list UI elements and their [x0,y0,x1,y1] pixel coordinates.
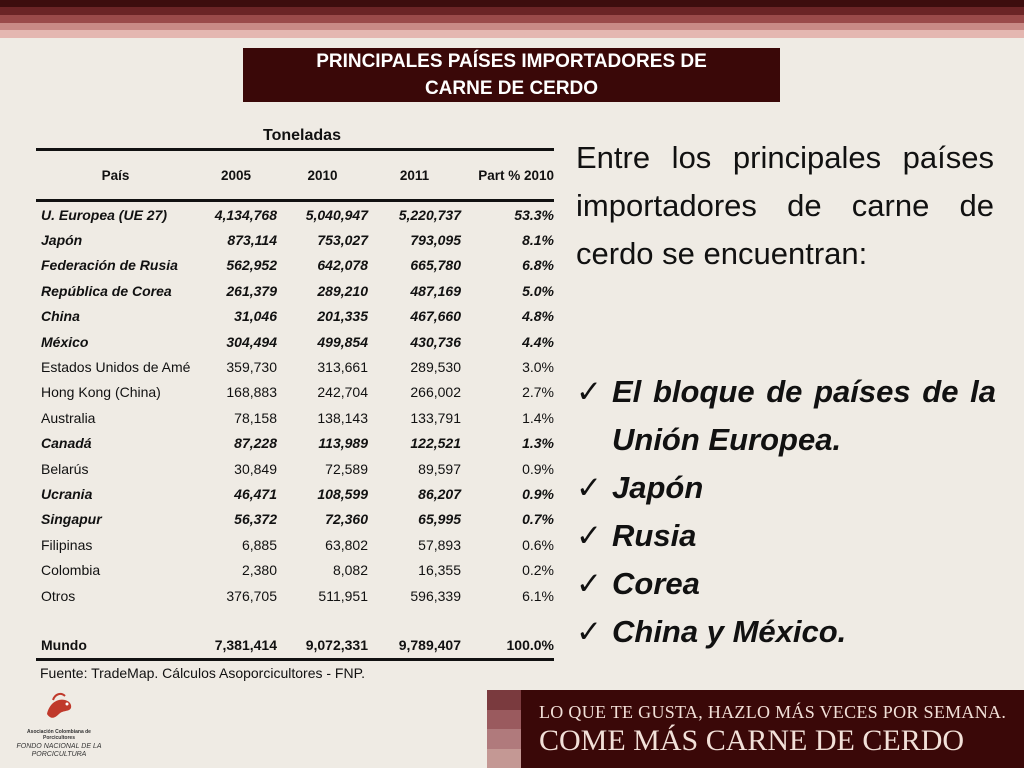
checkmark-icon: ✓ [576,566,602,601]
cell-pais: Federación de Rusia [41,257,178,274]
table-row [36,202,554,227]
importers-table [36,124,554,681]
header-pais: País [101,167,130,183]
cell-2010: 9,072,331 [305,636,368,653]
cell-pais: Estados Unidos de Amé [41,359,191,376]
logo-fund-name: FONDO NACIONAL DE LA PORCICULTURA [16,743,102,758]
bullet-item [576,464,996,512]
table-row [36,431,554,456]
cell-2011: 65,995 [418,511,461,528]
cell-pais: México [41,333,89,350]
cell-2010: 499,854 [317,333,368,350]
table-row [36,405,554,430]
cell-pais: Singapur [41,511,102,528]
cell-2010: 5,040,947 [305,206,368,223]
checkmark-icon: ✓ [576,518,602,553]
cell-pais: Canadá [41,435,92,452]
header-2011: 2011 [399,167,430,183]
table-source: Fuente: TradeMap. Cálculos Asoporcicultores - FNP. [40,664,366,681]
cell-pais: Japón [41,232,83,249]
table-row [36,456,554,481]
cell-part: 8.1% [522,232,554,249]
table-row [36,507,554,532]
cell-part: 0.6% [522,536,554,553]
cell-pais: República de Corea [41,282,172,299]
table-row [36,227,554,252]
cell-2010: 201,335 [317,308,368,325]
logo-association-name: Asociación Colombiana de Porcicultores [27,729,91,741]
cell-part: 4.8% [522,308,554,325]
cell-2010: 642,078 [317,257,368,274]
table-row [36,278,554,303]
cell-part: 0.9% [522,485,554,502]
cell-2005: 30,849 [234,460,277,477]
banner-color-blocks [487,690,521,768]
top-stripes [0,0,1024,38]
table-body [36,202,554,608]
title-line-1: PRINCIPALES PAÍSES IMPORTADORES DE [316,51,707,72]
header-2005: 2005 [220,167,252,183]
cell-2011: 16,355 [418,562,461,579]
table-row [36,329,554,354]
cell-2010: 108,599 [317,485,368,502]
table-row [36,253,554,278]
cell-2005: 46,471 [234,485,277,502]
cell-2005: 56,372 [234,511,277,528]
table-row [36,380,554,405]
cell-2005: 4,134,768 [214,206,277,223]
cell-2010: 753,027 [317,232,368,249]
cell-pais: Australia [41,409,96,426]
bullet-text: Corea [612,566,700,601]
cell-2005: 78,158 [234,409,277,426]
cell-pais: Ucrania [41,485,93,502]
cell-pais: Otros [41,587,76,604]
cell-2005: 87,228 [234,435,277,452]
cell-2005: 873,114 [227,232,277,249]
cell-part: 2.7% [522,384,554,401]
cell-2005: 359,730 [226,359,277,376]
association-logo [14,690,104,758]
bullet-text: Japón [612,470,704,505]
cell-2011: 89,597 [418,460,461,477]
bullet-text: El bloque de países de la Unión Europea. [612,374,996,457]
cell-2005: 7,381,414 [214,636,277,653]
checkmark-icon: ✓ [576,470,602,505]
cell-part: 1.4% [522,409,554,426]
cell-2011: 487,169 [410,282,461,299]
bullet-item [576,512,996,560]
cell-part: 53.3% [514,206,554,223]
cell-2010: 113,989 [318,435,368,452]
checkmark-icon: ✓ [576,374,602,409]
slide-title [243,48,780,102]
cell-2005: 562,952 [226,257,277,274]
cell-2011: 57,893 [418,536,461,553]
cell-2010: 242,704 [317,384,368,401]
intro-paragraph: Entre los principales países importadores de carne de cerdo se encuentran: [576,140,994,271]
cell-2011: 430,736 [410,333,461,350]
cell-pais: Hong Kong (China) [41,384,161,401]
cell-pais: Belarús [41,460,89,477]
table-row [36,354,554,379]
cell-part: 100.0% [506,636,554,653]
title-line-2: CARNE DE CERDO [424,78,599,99]
table-header-row [36,151,554,199]
cell-pais: China [41,308,80,325]
cell-2011: 86,207 [418,485,461,502]
cell-2010: 72,360 [325,511,368,528]
table-row [36,557,554,582]
cell-pais: Colombia [41,562,101,579]
table-row [36,304,554,329]
cell-2010: 511,951 [318,587,368,604]
cell-part: 6.1% [522,587,554,604]
cell-2011: 266,002 [410,384,461,401]
table-total-row [36,632,554,657]
cell-2010: 313,661 [317,359,368,376]
cell-2011: 596,339 [410,587,461,604]
cell-2005: 304,494 [226,333,277,350]
cell-2010: 72,589 [325,460,368,477]
cell-part: 6.8% [522,257,554,274]
banner-line-2: COME MÁS CARNE DE CERDO [539,724,965,757]
cell-2010: 8,082 [332,562,368,579]
table-row [36,532,554,557]
cell-part: 1.3% [522,435,554,452]
header-part: Part % 2010 [478,167,554,183]
cell-2011: 793,095 [410,232,461,249]
pig-logo-icon [39,690,79,724]
checkmark-icon: ✓ [576,614,602,649]
cell-pais: U. Europea (UE 27) [41,206,168,223]
cell-2010: 289,210 [317,282,368,299]
cell-2011: 5,220,737 [398,206,461,223]
cell-2005: 2,380 [241,562,277,579]
banner-line-1: LO QUE TE GUSTA, HAZLO MÁS VECES POR SEMANA. [539,702,1007,722]
cell-pais: Mundo [41,636,87,653]
cell-part: 3.0% [522,359,554,376]
bullet-item [576,560,996,608]
cell-2011: 467,660 [410,308,461,325]
cell-part: 5.0% [522,282,554,299]
campaign-banner [487,690,1024,768]
bullet-item [576,368,996,464]
cell-part: 0.2% [522,562,554,579]
cell-part: 4.4% [522,333,554,350]
cell-2011: 122,521 [410,435,461,452]
cell-part: 0.7% [522,511,554,528]
cell-pais: Filipinas [41,536,93,553]
bullet-text: Rusia [612,518,697,553]
cell-2005: 261,379 [226,282,277,299]
cell-2005: 376,705 [226,587,277,604]
cell-2011: 133,791 [410,409,461,426]
table-row [36,583,554,608]
cell-2010: 138,143 [317,409,368,426]
cell-2011: 665,780 [410,257,461,274]
cell-2011: 289,530 [410,359,461,376]
bullet-text: China y México. [612,614,847,649]
bullet-item [576,608,996,656]
cell-2011: 9,789,407 [398,636,461,653]
cell-2005: 168,883 [226,384,277,401]
cell-part: 0.9% [522,460,554,477]
header-2010: 2010 [307,167,338,183]
cell-2005: 6,885 [241,536,277,553]
cell-2005: 31,046 [234,308,277,325]
table-row [36,481,554,506]
cell-2010: 63,802 [325,536,368,553]
bullet-list [576,368,996,656]
unit-label: Toneladas [263,127,341,144]
